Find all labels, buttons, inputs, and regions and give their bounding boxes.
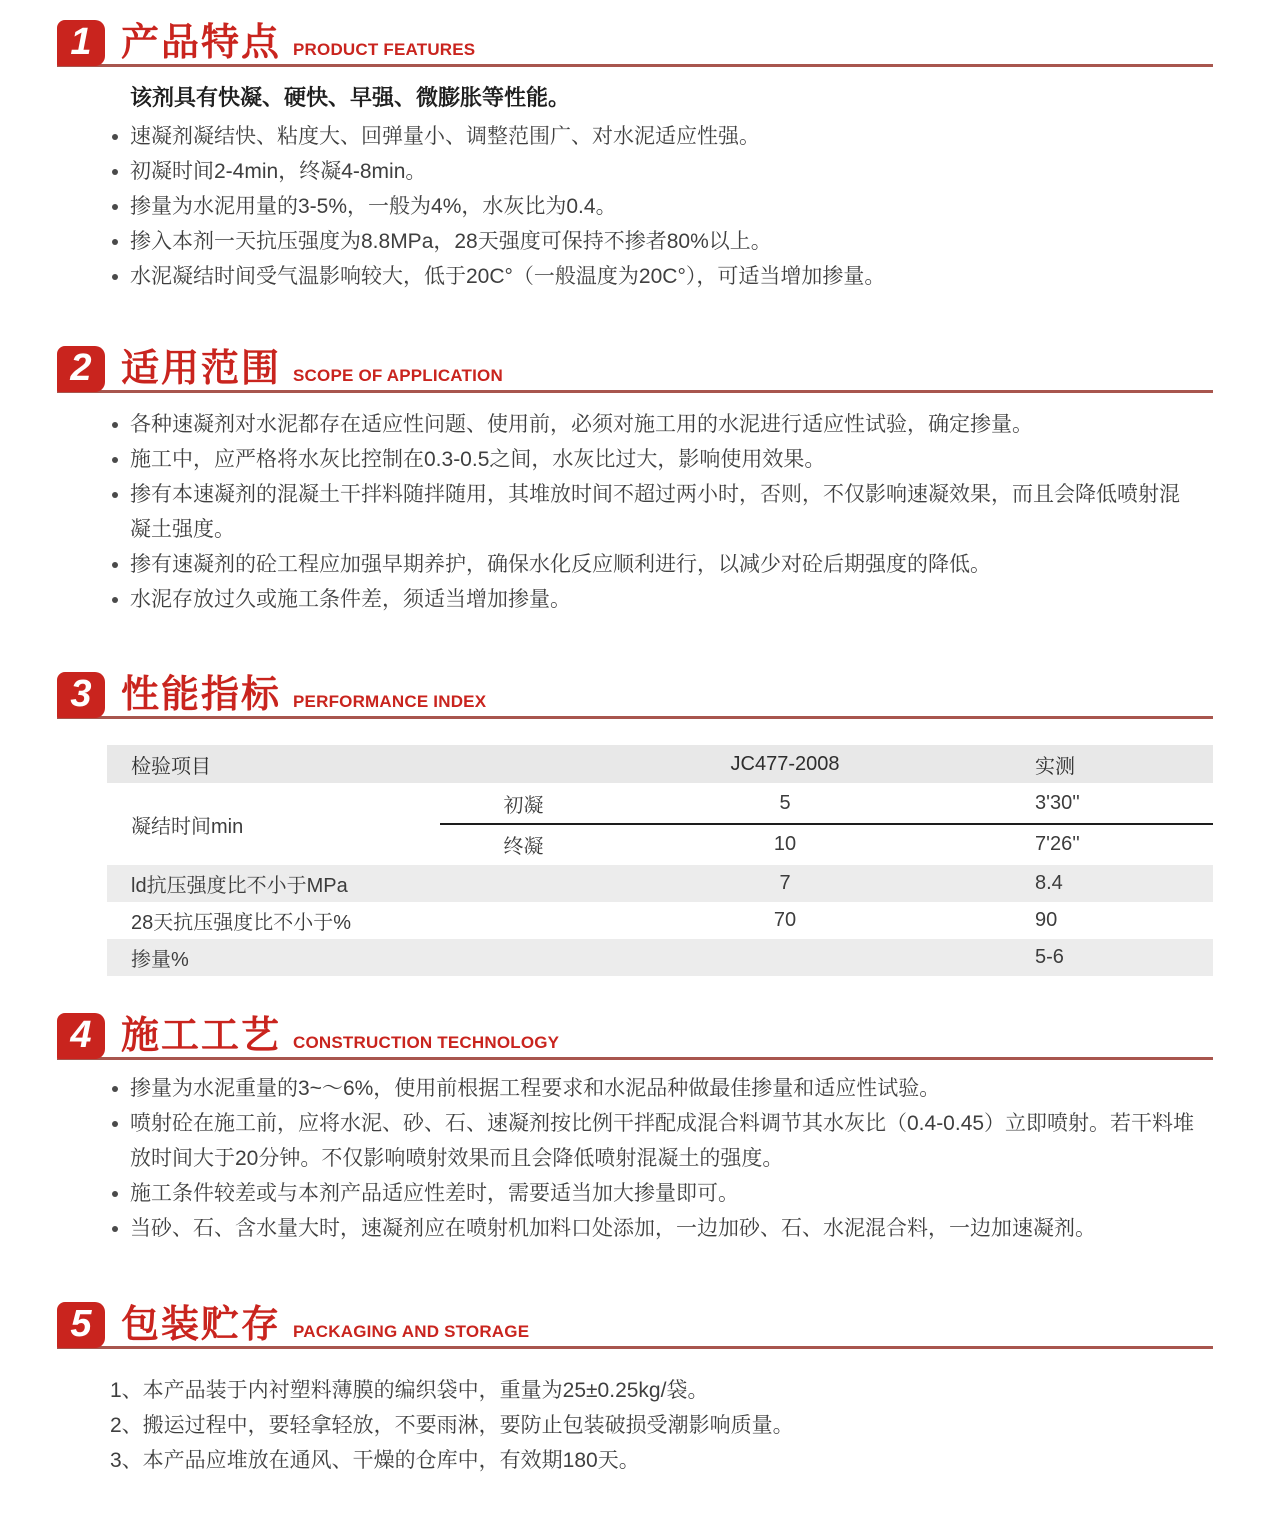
section-title: 性能指标 — [121, 674, 282, 716]
measured-value: 5-6 — [1035, 946, 1064, 968]
bullet-dot — [112, 422, 118, 428]
column-header-measured: 实测 — [1035, 755, 1075, 778]
bullet-dot — [112, 239, 118, 245]
list-item-text: 掺量为水泥重量的3~～6%，使用前根据工程要求和水泥品种做最佳掺量和适应性试验。 — [130, 1077, 941, 1100]
list-item-text: 水泥凝结时间受气温影响较大，低于20C°（一般温度为20C°），可适当增加掺量。 — [130, 265, 886, 288]
section-number-badge: 5 — [57, 1302, 105, 1348]
standard-value: 70 — [773, 909, 797, 931]
section-2-header — [57, 346, 1213, 393]
column-header-standard: JC477-2008 — [730, 752, 840, 775]
section-title: 适用范围 — [121, 348, 282, 390]
list-item — [110, 119, 1195, 154]
bullet-dot — [112, 169, 118, 175]
list-item — [110, 1176, 1195, 1211]
bullet-dot — [112, 134, 118, 140]
features-intro-text: 该剂具有快凝、硬快、早强、微膨胀等性能。 — [130, 85, 571, 110]
list-item — [110, 1106, 1195, 1176]
bullet-dot — [112, 562, 118, 568]
section-number-badge: 3 — [57, 672, 105, 718]
section-scope-of-application — [57, 346, 1280, 617]
list-item-text: 初凝时间2-4min，终凝4-8min。 — [130, 160, 427, 183]
list-item-text: 掺入本剂一天抗压强度为8.8MPa，28天强度可保持不掺者80%以上。 — [130, 230, 772, 253]
list-item — [110, 582, 1195, 617]
list-item-text: 各种速凝剂对水泥都存在适应性问题、使用前，必须对施工用的水泥进行适应性试验，确定掺量。 — [130, 413, 1033, 436]
section-title: 施工工艺 — [121, 1015, 282, 1057]
table-row — [107, 939, 1213, 976]
list-item-text: 掺量为水泥用量的3-5%，一般为4%，水灰比为0.4。 — [130, 195, 617, 218]
subrow-standard-value: 10 — [773, 833, 797, 855]
section-subtitle: SCOPE OF APPLICATION — [293, 366, 503, 385]
section-1-header — [57, 20, 1213, 67]
list-item — [110, 189, 1195, 224]
section-3-header — [57, 672, 1213, 719]
list-item-text: 掺有本速凝剂的混凝土干拌料随拌随用，其堆放时间不超过两小时，否则，不仅影响速凝效果，而且会降低喷射混凝土强度。 — [130, 483, 1180, 541]
list-item — [110, 1211, 1195, 1246]
measured-value: 90 — [1035, 909, 1058, 931]
bullet-dot — [112, 457, 118, 463]
list-item-text: 施工条件较差或与本剂产品适应性差时，需要适当加大掺量即可。 — [130, 1182, 739, 1205]
table-header-row — [107, 745, 1213, 783]
section-subtitle: PACKAGING AND STORAGE — [293, 1322, 530, 1341]
section-subtitle: PRODUCT FEATURES — [293, 40, 476, 59]
bullet-dot — [112, 492, 118, 498]
list-item-text: 喷射砼在施工前，应将水泥、砂、石、速凝剂按比例干拌配成混合料调节其水灰比（0.4-0.45）立即喷射。若干料堆放时间大于20分钟。不仅影响喷射效果而且会降低喷射混凝土的强度。 — [130, 1112, 1195, 1170]
performance-table — [107, 745, 1213, 976]
list-item — [110, 547, 1195, 582]
numbered-item: 3、本产品应堆放在通风、干燥的仓库中，有效期180天。 — [110, 1449, 640, 1472]
section-subtitle: PERFORMANCE INDEX — [293, 692, 487, 711]
list-item — [110, 224, 1195, 259]
section-number-badge: 4 — [57, 1013, 105, 1059]
list-item — [110, 477, 1195, 547]
row-label: 掺量% — [131, 949, 189, 971]
section-title: 产品特点 — [121, 22, 282, 64]
list-item-text: 速凝剂凝结快、粘度大、回弹量小、调整范围广、对水泥适应性强。 — [130, 125, 760, 148]
section-performance-index — [57, 672, 1280, 976]
section-subtitle: CONSTRUCTION TECHNOLOGY — [293, 1033, 560, 1052]
list-item — [110, 407, 1195, 442]
bullet-dot — [112, 204, 118, 210]
list-item-text: 水泥存放过久或施工条件差，须适当增加掺量。 — [130, 588, 571, 611]
bullet-dot — [112, 1226, 118, 1232]
bullet-dot — [112, 1191, 118, 1197]
list-item — [110, 259, 1195, 294]
row-label: 28天抗压强度比不小于% — [131, 912, 352, 934]
section-construction-technology — [57, 1013, 1280, 1246]
list-item-text: 当砂、石、含水量大时，速凝剂应在喷射机加料口处添加，一边加砂、石、水泥混合料，一边加速凝剂。 — [130, 1217, 1096, 1240]
subrow-measured-value: 3'30'' — [1035, 792, 1080, 814]
section-product-features — [57, 0, 1280, 294]
section-4-header — [57, 1013, 1213, 1060]
bullet-dot — [112, 597, 118, 603]
bullet-dot — [112, 1121, 118, 1127]
scope-list — [57, 407, 1195, 617]
table-row — [107, 902, 1213, 939]
numbered-item: 2、搬运过程中，要轻拿轻放，不要雨淋，要防止包装破损受潮影响质量。 — [110, 1414, 794, 1437]
list-item — [110, 154, 1195, 189]
table-row — [107, 865, 1213, 902]
section-packaging-storage — [57, 1302, 1280, 1478]
subrow-standard-value: 5 — [779, 792, 791, 814]
subrow-divider — [440, 823, 1213, 825]
bullet-dot — [112, 274, 118, 280]
numbered-item: 1、本产品装于内衬塑料薄膜的编织袋中，重量为25±0.25kg/袋。 — [110, 1379, 709, 1402]
subrow-name: 初凝 — [503, 795, 544, 817]
list-item — [110, 1071, 1195, 1106]
subrow-name: 终凝 — [503, 836, 544, 858]
subrow-measured-value: 7'26'' — [1035, 833, 1080, 855]
list-item — [110, 442, 1195, 477]
row-label: 凝结时间min — [131, 815, 244, 838]
measured-value: 8.4 — [1035, 872, 1063, 894]
row-label: ld抗压强度比不小于MPa — [131, 875, 348, 897]
section-number-badge: 2 — [57, 346, 105, 392]
packaging-list — [110, 1373, 1195, 1478]
column-header-item: 检验项目 — [131, 755, 211, 778]
features-list — [57, 119, 1195, 294]
standard-value: 7 — [779, 872, 791, 894]
construction-list — [57, 1071, 1195, 1246]
section-title: 包装贮存 — [121, 1304, 282, 1346]
table-row-setting-time — [107, 783, 1213, 865]
list-item-text: 掺有速凝剂的砼工程应加强早期养护，确保水化反应顺利进行，以减少对砼后期强度的降低。 — [130, 553, 991, 576]
section-5-header — [57, 1302, 1213, 1349]
section-number-badge: 1 — [57, 20, 105, 66]
list-item-text: 施工中，应严格将水灰比控制在0.3-0.5之间，水灰比过大，影响使用效果。 — [130, 448, 826, 471]
bullet-dot — [112, 1086, 118, 1092]
